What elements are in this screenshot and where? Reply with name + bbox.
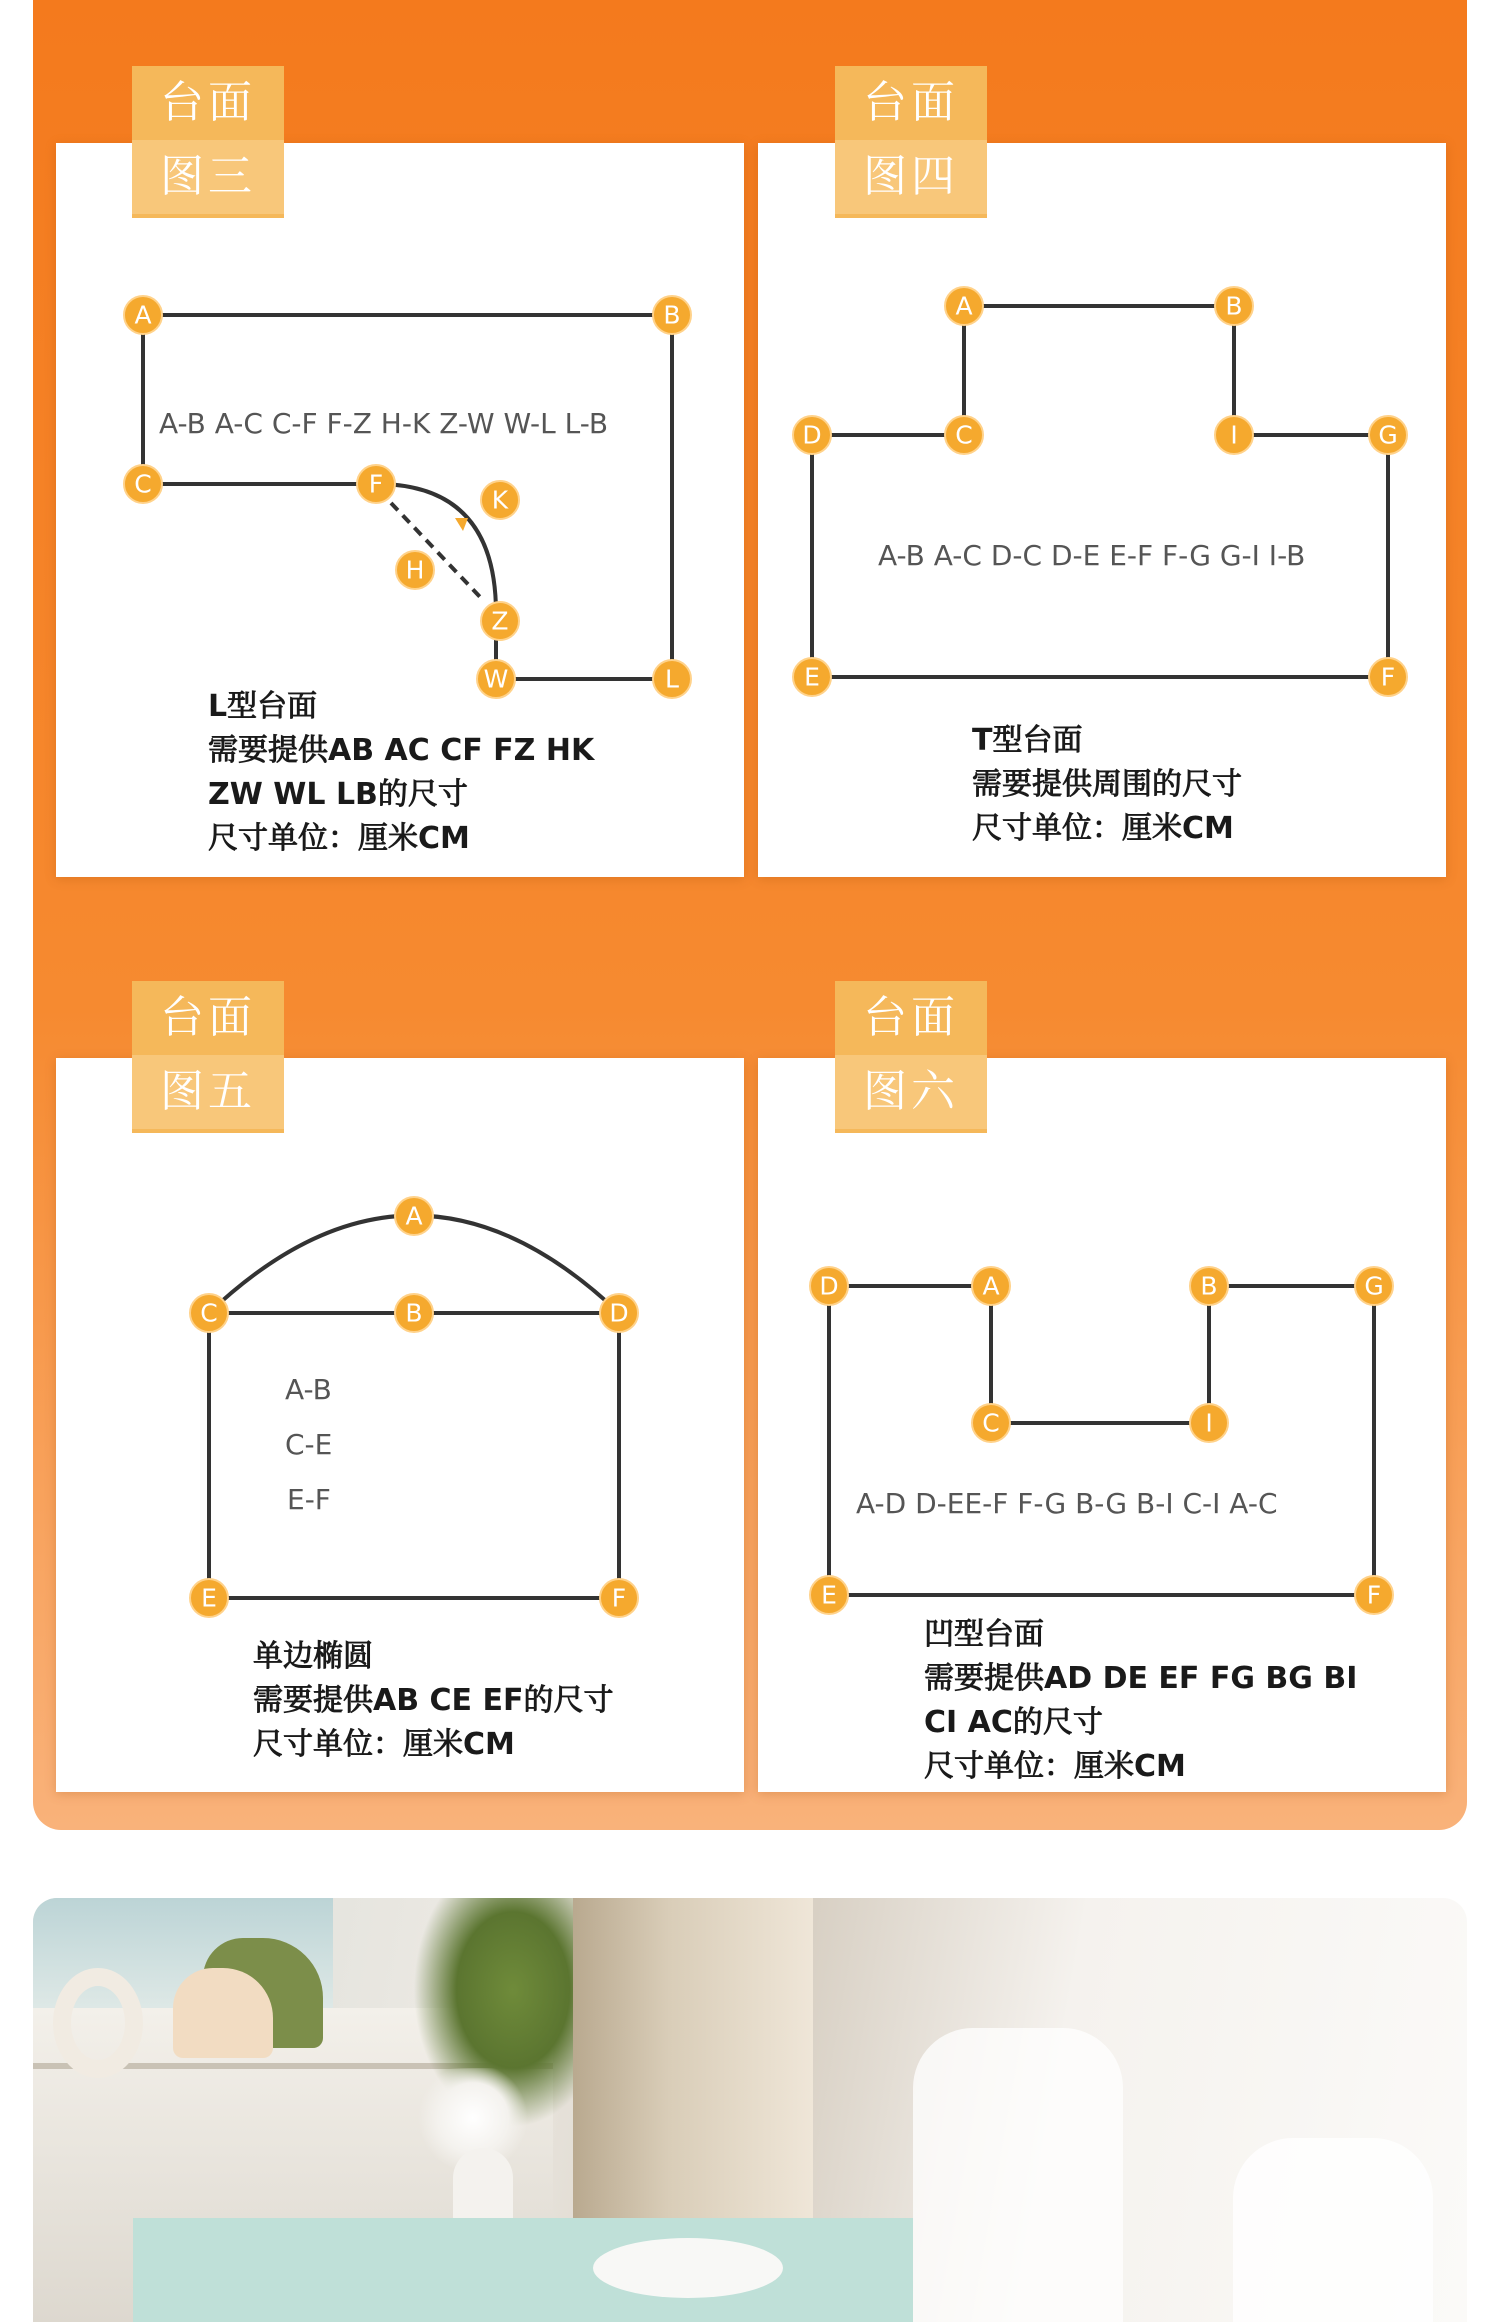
svg-text:E: E <box>821 1580 837 1610</box>
point-e <box>190 1579 228 1617</box>
svg-text:E: E <box>201 1583 217 1613</box>
point-c <box>972 1404 1010 1442</box>
chair-back-left <box>913 2028 1123 2322</box>
card-ellipse <box>56 1058 744 1792</box>
outline <box>812 306 1388 677</box>
svg-text:Z: Z <box>491 606 509 636</box>
svg-text:B: B <box>663 300 681 330</box>
point-h <box>396 551 434 589</box>
point-e <box>810 1576 848 1614</box>
tag-line2: 图六 <box>835 1055 987 1129</box>
svg-text:B: B <box>1225 291 1243 321</box>
point-g <box>1355 1267 1393 1305</box>
point-f <box>357 465 395 503</box>
dimension-list: A-B A-C C-F F-Z H-K Z-W W-L L-B <box>159 407 609 440</box>
svg-text:F: F <box>1380 662 1396 692</box>
svg-text:F: F <box>368 469 384 499</box>
tag-line2: 图三 <box>132 140 284 214</box>
svg-text:K: K <box>491 485 509 515</box>
svg-text:B: B <box>405 1298 423 1328</box>
svg-text:W: W <box>483 664 509 694</box>
tag-line2: 图五 <box>132 1055 284 1129</box>
point-f <box>1369 658 1407 696</box>
svg-text:A: A <box>955 291 973 321</box>
point-f <box>1355 1576 1393 1614</box>
curve-fz <box>376 484 496 679</box>
svg-text:C: C <box>982 1408 1000 1438</box>
tag-figure-3 <box>132 66 284 218</box>
point-g <box>1369 416 1407 454</box>
svg-text:A: A <box>134 300 152 330</box>
svg-text:L: L <box>665 664 679 694</box>
svg-text:C: C <box>955 420 973 450</box>
dim-line-1: A-B <box>285 1373 332 1406</box>
concave-note: 凹型台面 需要提供AD DE EF FG BG BI CI AC的尺寸 尺寸单位：厘米CM <box>924 1617 1358 1784</box>
tablecloth <box>133 2218 913 2322</box>
point-b <box>395 1294 433 1332</box>
edge <box>143 315 672 679</box>
point-z <box>481 602 519 640</box>
svg-text:G: G <box>1364 1271 1384 1301</box>
point-d <box>793 416 831 454</box>
tag-line1: 台面 <box>863 992 959 1043</box>
room-photo <box>33 1898 1467 2322</box>
outline <box>209 1313 619 1598</box>
l-shape-note: L型台面 需要提供AB AC CF FZ HK ZW WL LB的尺寸 尺寸单位：厘米CM <box>208 689 595 856</box>
svg-text:B: B <box>1200 1271 1218 1301</box>
tag-line1: 台面 <box>863 77 959 128</box>
tag-line2: 图四 <box>835 140 987 214</box>
outline <box>829 1286 1374 1595</box>
point-e <box>793 658 831 696</box>
tag-figure-4 <box>835 66 987 218</box>
tag-figure-5 <box>132 981 284 1133</box>
point-a <box>395 1197 433 1235</box>
arrow-icon <box>455 518 468 531</box>
svg-text:G: G <box>1378 420 1398 450</box>
point-a <box>945 287 983 325</box>
point-i <box>1215 416 1253 454</box>
plate <box>593 2238 783 2298</box>
point-b <box>1190 1267 1228 1305</box>
svg-text:F: F <box>611 1583 627 1613</box>
point-l <box>653 660 691 698</box>
point-c <box>190 1294 228 1332</box>
t-shape-note: T型台面 需要提供周围的尺寸 尺寸单位：厘米CM <box>972 723 1242 846</box>
ellipse-note: 单边椭圆 需要提供AB CE EF的尺寸 尺寸单位：厘米CM <box>253 1639 614 1762</box>
svg-text:C: C <box>134 469 152 499</box>
dimension-list: A-B A-C D-C D-E E-F F-G G-I I-B <box>878 539 1306 572</box>
svg-text:I: I <box>1230 420 1238 450</box>
ring-ornament <box>53 1968 143 2078</box>
dim-line-2: C-E <box>285 1428 333 1461</box>
svg-text:F: F <box>1366 1580 1382 1610</box>
wooden-horse-figurine <box>173 1968 273 2058</box>
point-a <box>124 296 162 334</box>
point-a <box>972 1267 1010 1305</box>
tag-figure-6 <box>835 981 987 1133</box>
card-t-shape <box>758 143 1446 877</box>
card-l-shape <box>56 143 744 877</box>
svg-text:A: A <box>982 1271 1000 1301</box>
point-f <box>600 1579 638 1617</box>
tag-line1: 台面 <box>160 77 256 128</box>
point-b <box>653 296 691 334</box>
svg-text:C: C <box>200 1298 218 1328</box>
svg-text:H: H <box>405 555 425 585</box>
chair-back-right <box>1233 2138 1433 2322</box>
svg-text:D: D <box>819 1271 839 1301</box>
point-d <box>810 1267 848 1305</box>
point-i <box>1190 1404 1228 1442</box>
dim-line-3: E-F <box>287 1483 331 1516</box>
point-d <box>600 1294 638 1332</box>
point-b <box>1215 287 1253 325</box>
tag-line1: 台面 <box>160 992 256 1043</box>
svg-text:D: D <box>609 1298 629 1328</box>
point-c <box>945 416 983 454</box>
dimension-list: A-D D-EE-F F-G B-G B-I C-I A-C <box>856 1487 1278 1520</box>
svg-text:D: D <box>802 420 822 450</box>
svg-text:A: A <box>405 1201 423 1231</box>
card-concave <box>758 1058 1446 1792</box>
point-c <box>124 465 162 503</box>
svg-text:E: E <box>804 662 820 692</box>
svg-text:I: I <box>1205 1408 1213 1438</box>
point-k <box>481 481 519 519</box>
